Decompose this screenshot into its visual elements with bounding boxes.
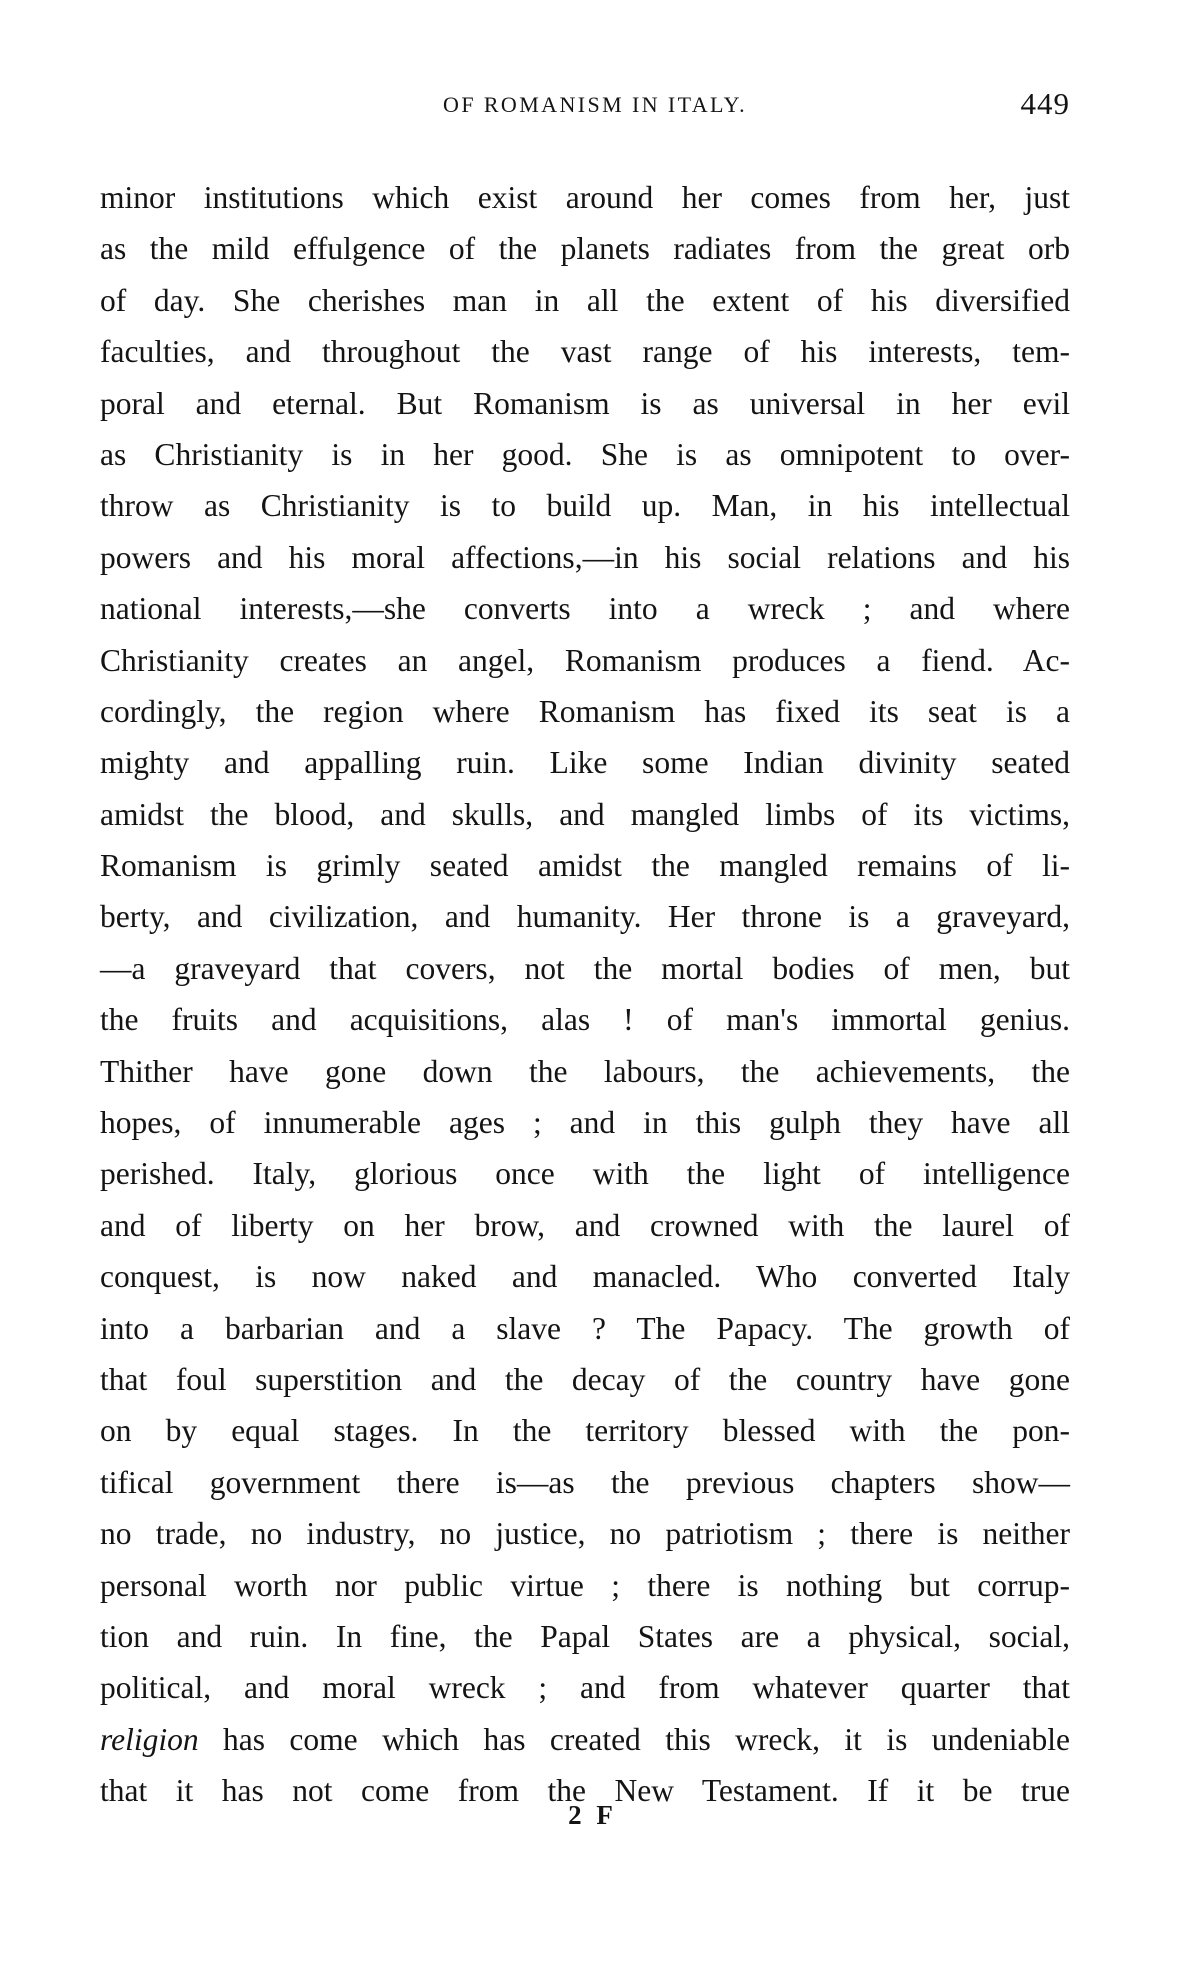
text-line: Romanism is grimly seated amidst the mangled remains of li- [100, 848, 1070, 884]
signature-mark: 2 F [568, 1800, 617, 1830]
text-line: mighty and appalling ruin. Like some Indian divinity seated [100, 745, 1070, 781]
text-line: powers and his moral affections,—in his social relations and his [100, 539, 1070, 575]
page-number: 449 [1020, 86, 1070, 121]
running-head: OF ROMANISM IN ITALY. [443, 92, 747, 117]
text-line: tifical government there is—as the previous chapters show— [100, 1464, 1070, 1500]
text-line: poral and eternal. But Romanism is as universal in her evil [100, 385, 1070, 421]
text-line: berty, and civilization, and humanity. Her throne is a graveyard, [100, 899, 1070, 935]
body-text [100, 172, 1070, 1817]
text-line: into a barbarian and a slave ? The Papacy. The growth of [100, 1310, 1070, 1346]
text-line: the fruits and acquisitions, alas ! of man's immortal genius. [100, 1002, 1070, 1038]
text-line: Christianity creates an angel, Romanism produces a fiend. Ac- [100, 642, 1070, 678]
text-line: personal worth nor public virtue ; there is nothing but corrup- [100, 1567, 1070, 1603]
text-line: on by equal stages. In the territory blessed with the pon- [100, 1413, 1070, 1449]
text-line: Thither have gone down the labours, the achievements, the [100, 1053, 1070, 1089]
text-line: hopes, of innumerable ages ; and in this gulph they have all [100, 1105, 1070, 1141]
text-line: that foul superstition and the decay of the country have gone [100, 1361, 1070, 1397]
text-line: conquest, is now naked and manacled. Who converted Italy [100, 1259, 1070, 1295]
text-line: tion and ruin. In fine, the Papal States are a physical, social, [100, 1618, 1070, 1654]
text-line: and of liberty on her brow, and crowned with the laurel of [100, 1207, 1070, 1243]
text-line: as Christianity is in her good. She is as omnipotent to over- [100, 436, 1070, 472]
text-line: no trade, no industry, no justice, no patriotism ; there is neither [100, 1516, 1070, 1552]
text-line: as the mild effulgence of the planets radiates from the great orb [100, 231, 1070, 267]
text-line: amidst the blood, and skulls, and mangled limbs of its victims, [100, 796, 1070, 832]
text-line: of day. She cherishes man in all the extent of his diversified [100, 282, 1070, 318]
text-line: that it has not come from the New Testament. If it be true [100, 1773, 1070, 1809]
text-line: throw as Christianity is to build up. Man, in his intellectual [100, 488, 1070, 524]
italic-word: religion [100, 1721, 199, 1757]
text-line: political, and moral wreck ; and from whatever quarter that [100, 1670, 1070, 1706]
text-line: national interests,—she converts into a wreck ; and where [100, 591, 1070, 627]
text-line: faculties, and throughout the vast range of his interests, tem- [100, 334, 1070, 370]
text-line-rest: has come which has created this wreck, it is undeniable [198, 1721, 1070, 1757]
page-header [100, 86, 1070, 132]
text-line: —a graveyard that covers, not the mortal bodies of men, but [100, 950, 1070, 986]
text-line [100, 1714, 1070, 1765]
text-line: perished. Italy, glorious once with the light of intelligence [100, 1156, 1070, 1192]
text-line: cordingly, the region where Romanism has fixed its seat is a [100, 693, 1070, 729]
text-line: minor institutions which exist around her comes from her, just [100, 180, 1070, 215]
